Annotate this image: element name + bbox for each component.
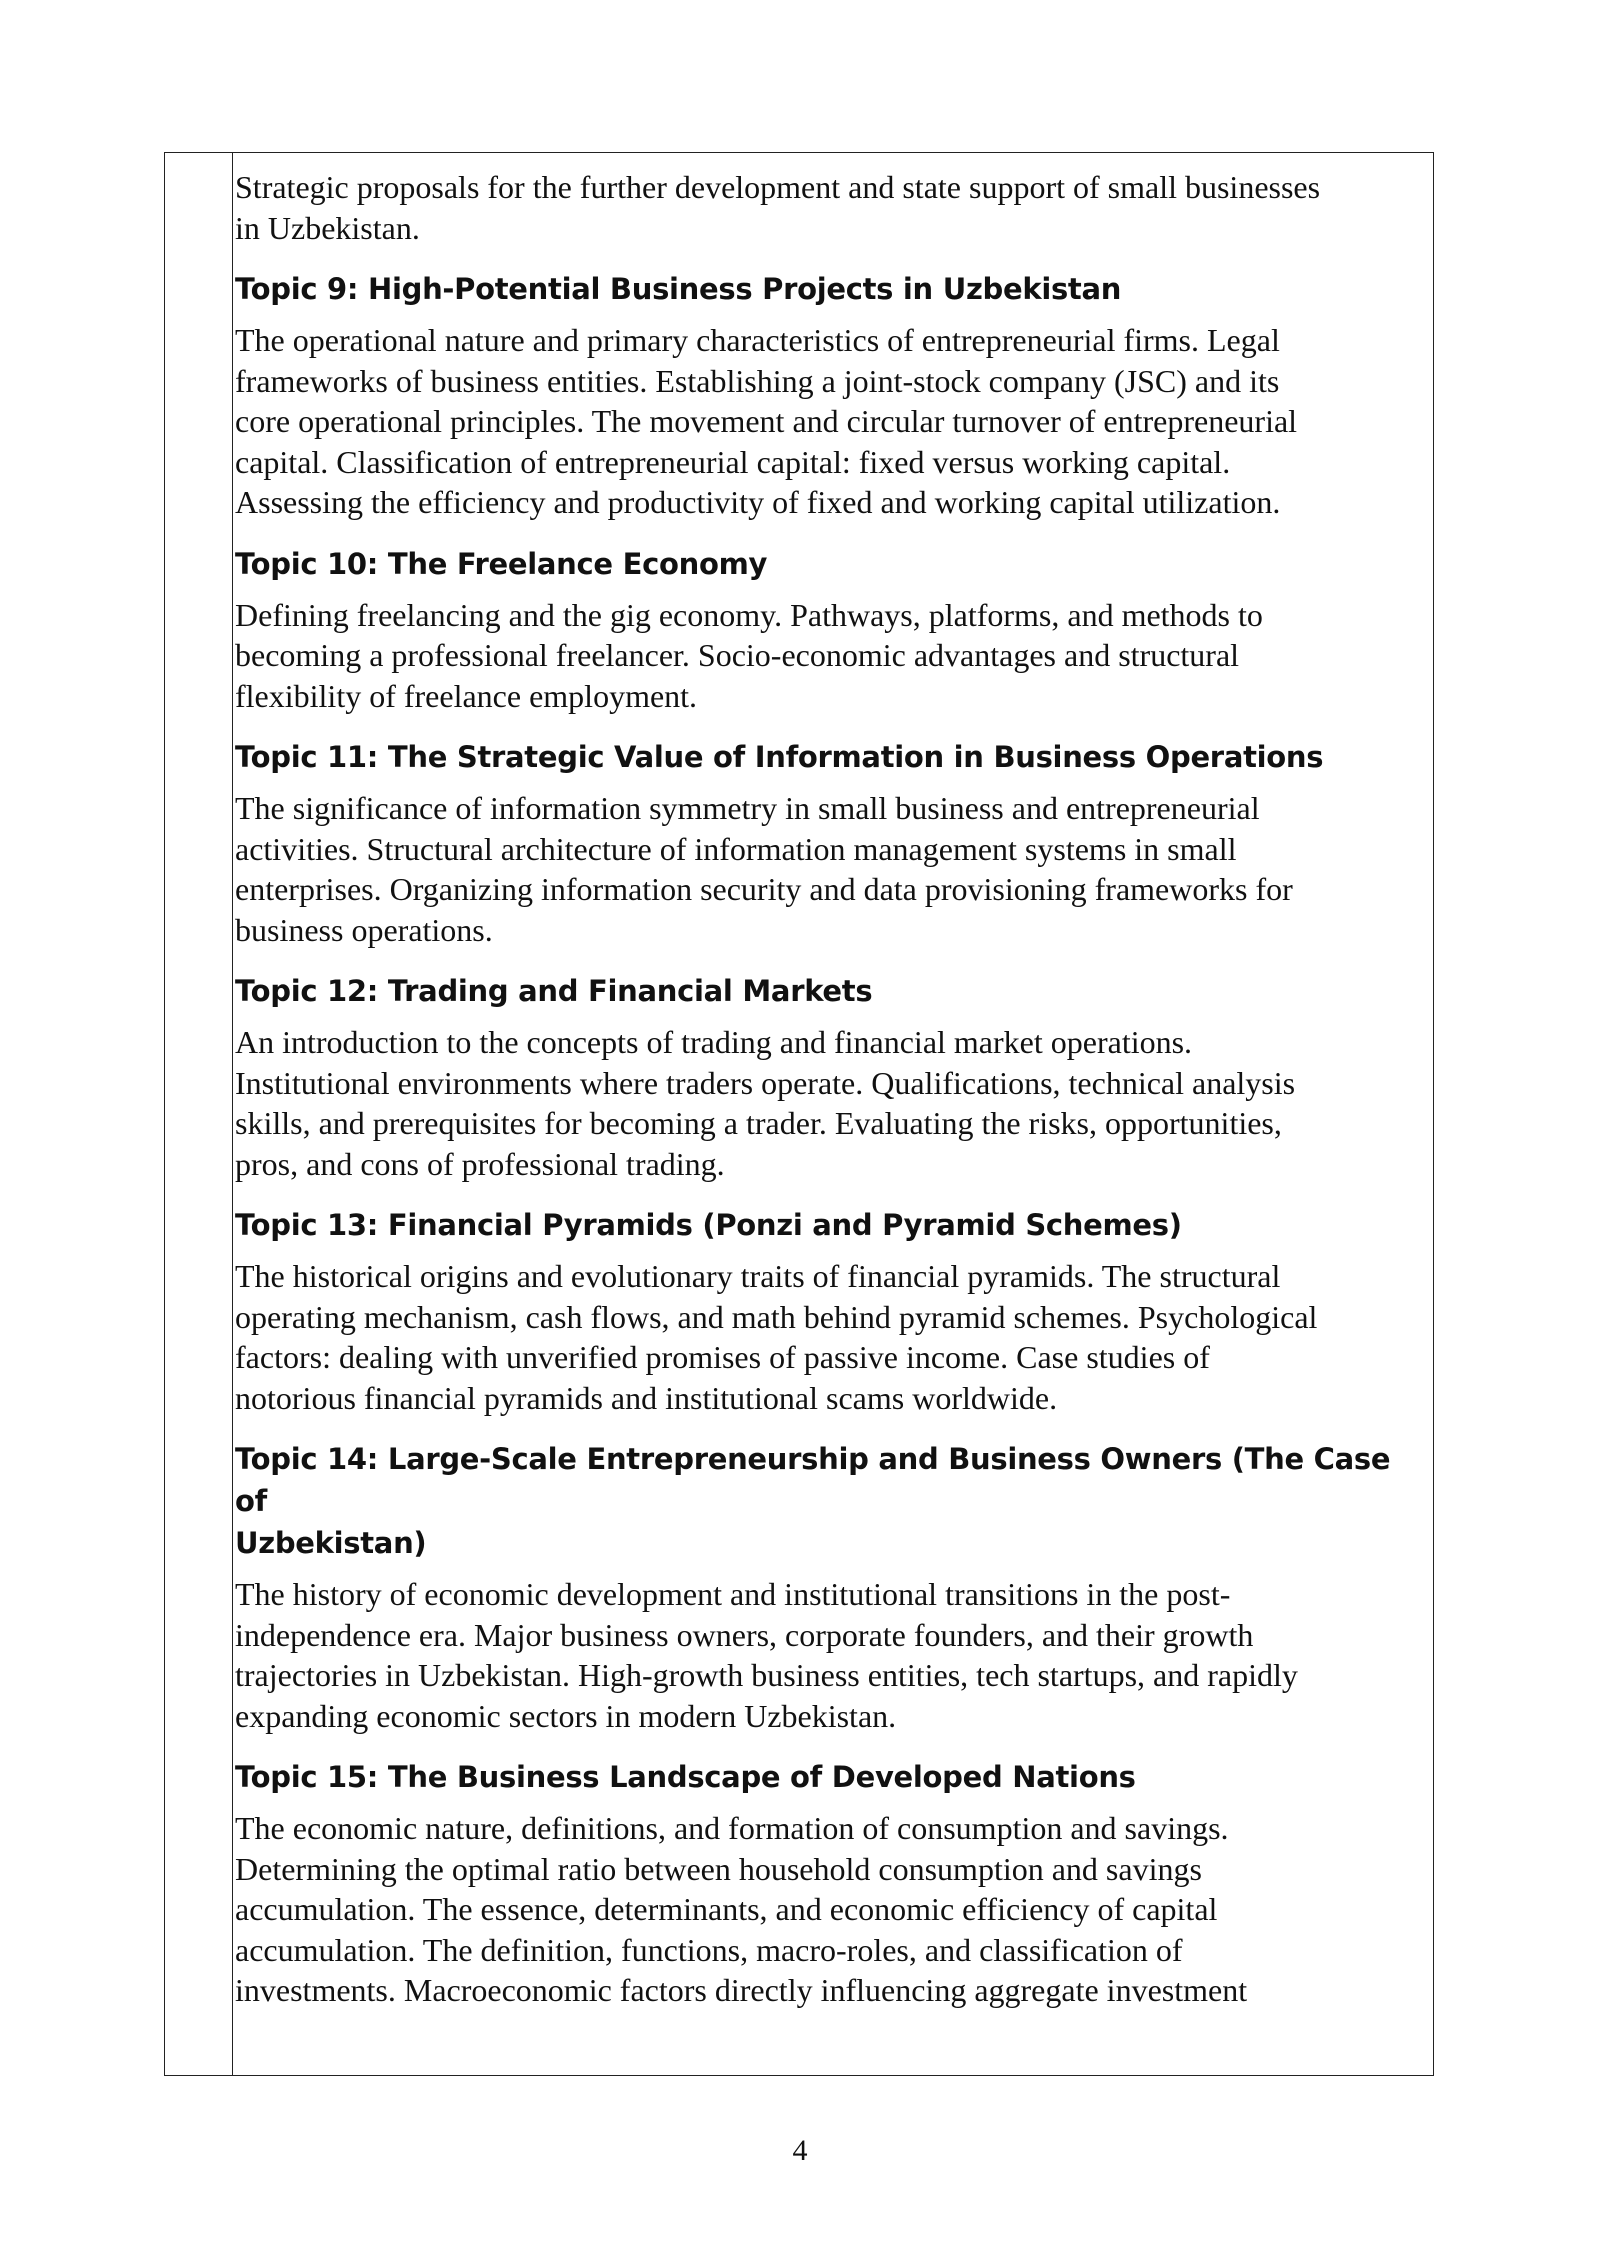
topic-heading: Topic 10: The Freelance Economy (235, 546, 768, 581)
table-content-cell (235, 167, 1431, 2073)
topic-body: The significance of information symmetry in small business and entrepreneurial activities. Structural architecture of information management systems in small enterprises. Organizing information security and data provisioning frameworks for business operations. (235, 790, 1293, 948)
page-number: 4 (792, 2134, 808, 2167)
topic-body: Defining freelancing and the gig economy. Pathways, platforms, and methods to becoming a professional freelancer. Socio-economic advantages and structural flexibility of freelance employment. (235, 596, 1263, 714)
topic-body: The economic nature, definitions, and formation of consumption and savings. Determining the optimal ratio between household consumption and savings accumulation. The essence, determinants, and economic efficiency of capital accumulation. The definition, functions, macro-roles, and classification of investments. Macroeconomic factors directly influencing aggregate investment (235, 1810, 1248, 2008)
topic-section-14 (235, 1438, 1431, 1736)
topic-body: The historical origins and evolutionary traits of financial pyramids. The structural operating mechanism, cash flows, and math behind pyramid schemes. Psychological factors: dealing with unverified promises of passive income. Case studies of notorious financial pyramids and institutional scams worldwide. (235, 1258, 1318, 1416)
topic-heading: Topic 12: Trading and Financial Markets (235, 974, 873, 1008)
topic-body: An introduction to the concepts of trading and financial market operations. Institutional environments where traders operate. Qualifications, technical analysis skills, and prerequisites for becoming a trader. Evaluating the risks, opportunities, pros, and cons of professional trading. (235, 1024, 1296, 1182)
topic-heading: Topic 9: High-Potential Business Projects in Uzbekistan (235, 272, 1122, 306)
intro-paragraph: Strategic proposals for the further development and state support of small businesses in Uzbekistan. (235, 169, 1321, 246)
topic-section-10 (235, 543, 1431, 717)
topic-heading: Topic 14: Large-Scale Entrepreneurship and Business Owners (The Case of Uzbekistan) (235, 1442, 1391, 1560)
topic-section-13 (235, 1204, 1431, 1418)
topic-section-12 (235, 970, 1431, 1184)
topic-section-11 (235, 736, 1431, 950)
topic-body: The history of economic development and institutional transitions in the post- independence era. Major business owners, corporate founders, and their growth trajectories in Uzbekistan. High-growth business entities, tech startups, and rapidly expanding economic sectors in modern Uzbekistan. (235, 1576, 1298, 1734)
topic-heading: Topic 15: The Business Landscape of Developed Nations (235, 1760, 1136, 1794)
topic-heading: Topic 11: The Strategic Value of Information in Business Operations (235, 740, 1324, 774)
topic-section-15 (235, 1756, 1431, 2011)
syllabus-table (164, 152, 1434, 2076)
topic-body: The operational nature and primary characteristics of entrepreneurial firms. Legal frameworks of business entities. Establishing a joint-stock company (JSC) and its core operational principles. The movement and circular turnover of entrepreneurial capital. Classification of entrepreneurial capital: fixed versus working capital. Assessing the efficiency and productivity of fixed and working capital utilization. (235, 322, 1298, 520)
topic-section-9 (235, 268, 1431, 523)
table-number-column (165, 153, 233, 2075)
topic-heading: Topic 13: Financial Pyramids (Ponzi and Pyramid Schemes) (235, 1208, 1182, 1242)
